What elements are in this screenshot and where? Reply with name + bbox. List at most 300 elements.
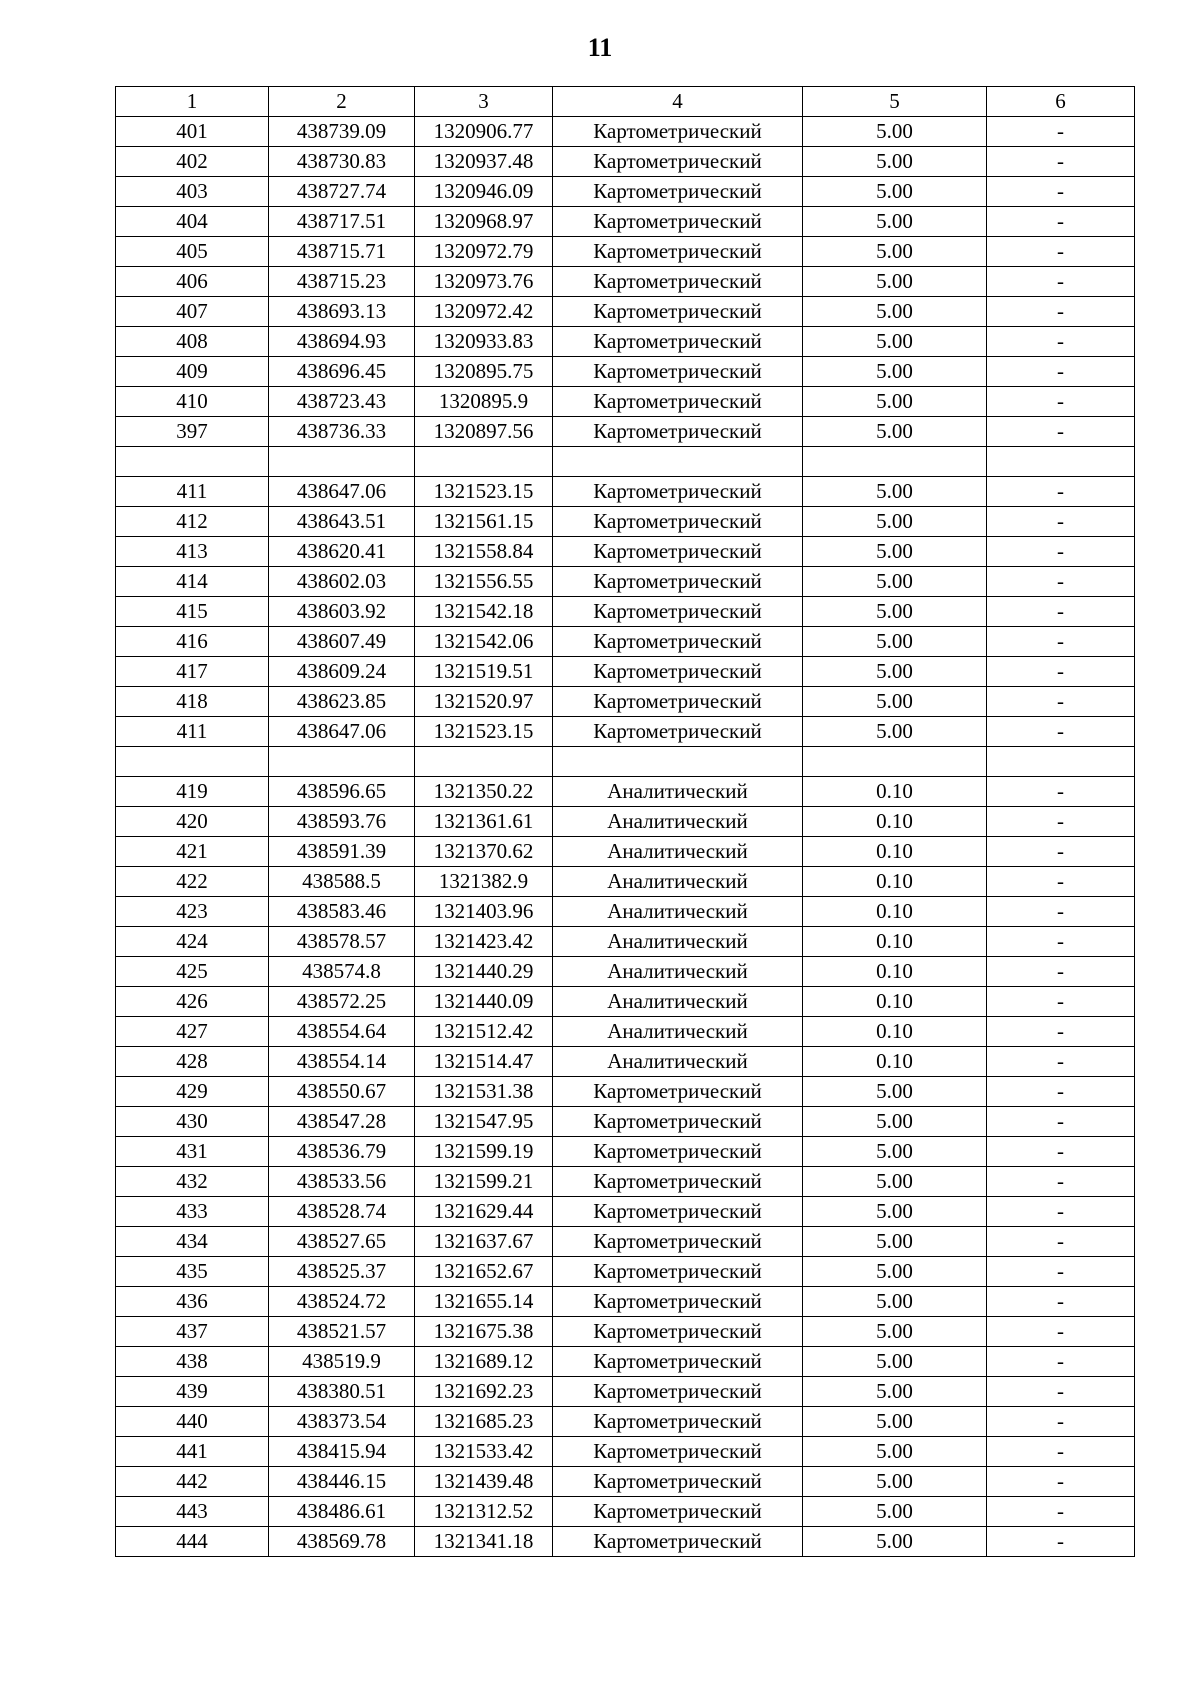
description-cell: - — [987, 567, 1135, 597]
table-row — [116, 237, 1135, 267]
point-number-cell: 440 — [116, 1407, 269, 1437]
accuracy-cell: 5.00 — [803, 1077, 987, 1107]
x-coordinate-cell: 438694.93 — [269, 327, 415, 357]
y-coordinate-cell: 1320933.83 — [415, 327, 553, 357]
x-coordinate-cell — [269, 747, 415, 777]
accuracy-cell: 5.00 — [803, 1497, 987, 1527]
point-number-cell: 431 — [116, 1137, 269, 1167]
point-number-cell: 438 — [116, 1347, 269, 1377]
column-header: 2 — [269, 87, 415, 117]
accuracy-cell: 0.10 — [803, 867, 987, 897]
description-cell: - — [987, 807, 1135, 837]
point-number-cell: 405 — [116, 237, 269, 267]
description-cell: - — [987, 1317, 1135, 1347]
method-cell: Аналитический — [553, 837, 803, 867]
y-coordinate-cell: 1321514.47 — [415, 1047, 553, 1077]
y-coordinate-cell: 1321523.15 — [415, 477, 553, 507]
table-row — [116, 537, 1135, 567]
x-coordinate-cell: 438739.09 — [269, 117, 415, 147]
table-row — [116, 1317, 1135, 1347]
description-cell: - — [987, 477, 1135, 507]
table-row — [116, 867, 1135, 897]
accuracy-cell: 5.00 — [803, 1107, 987, 1137]
accuracy-cell: 5.00 — [803, 327, 987, 357]
description-cell: - — [987, 417, 1135, 447]
description-cell: - — [987, 1197, 1135, 1227]
point-number-cell: 426 — [116, 987, 269, 1017]
x-coordinate-cell: 438578.57 — [269, 927, 415, 957]
description-cell: - — [987, 1227, 1135, 1257]
point-number-cell: 411 — [116, 717, 269, 747]
table-row — [116, 1407, 1135, 1437]
y-coordinate-cell: 1321440.29 — [415, 957, 553, 987]
method-cell: Картометрический — [553, 357, 803, 387]
y-coordinate-cell: 1321675.38 — [415, 1317, 553, 1347]
y-coordinate-cell: 1321519.51 — [415, 657, 553, 687]
x-coordinate-cell: 438647.06 — [269, 477, 415, 507]
accuracy-cell: 5.00 — [803, 297, 987, 327]
point-number-cell: 402 — [116, 147, 269, 177]
point-number-cell: 412 — [116, 507, 269, 537]
point-number-cell: 416 — [116, 627, 269, 657]
method-cell: Картометрический — [553, 1257, 803, 1287]
point-number-cell: 443 — [116, 1497, 269, 1527]
description-cell: - — [987, 1377, 1135, 1407]
table-row — [116, 327, 1135, 357]
y-coordinate-cell: 1320906.77 — [415, 117, 553, 147]
point-number-cell: 414 — [116, 567, 269, 597]
x-coordinate-cell: 438609.24 — [269, 657, 415, 687]
x-coordinate-cell: 438730.83 — [269, 147, 415, 177]
y-coordinate-cell: 1321533.42 — [415, 1437, 553, 1467]
description-cell: - — [987, 1527, 1135, 1557]
y-coordinate-cell: 1321547.95 — [415, 1107, 553, 1137]
table-row — [116, 1167, 1135, 1197]
description-cell: - — [987, 1467, 1135, 1497]
table-row — [116, 1377, 1135, 1407]
accuracy-cell: 5.00 — [803, 1197, 987, 1227]
point-number-cell: 411 — [116, 477, 269, 507]
accuracy-cell: 5.00 — [803, 627, 987, 657]
table-row — [116, 837, 1135, 867]
method-cell: Картометрический — [553, 117, 803, 147]
table-row — [116, 1077, 1135, 1107]
table-row — [116, 567, 1135, 597]
x-coordinate-cell: 438623.85 — [269, 687, 415, 717]
point-number-cell: 441 — [116, 1437, 269, 1467]
table-row — [116, 807, 1135, 837]
accuracy-cell: 5.00 — [803, 1467, 987, 1497]
description-cell: - — [987, 897, 1135, 927]
x-coordinate-cell: 438572.25 — [269, 987, 415, 1017]
table-row — [116, 117, 1135, 147]
y-coordinate-cell: 1320968.97 — [415, 207, 553, 237]
table-row — [116, 1227, 1135, 1257]
point-number-cell: 403 — [116, 177, 269, 207]
description-cell: - — [987, 147, 1135, 177]
x-coordinate-cell: 438602.03 — [269, 567, 415, 597]
point-number-cell: 415 — [116, 597, 269, 627]
description-cell: - — [987, 507, 1135, 537]
table-row — [116, 1137, 1135, 1167]
accuracy-cell: 5.00 — [803, 1527, 987, 1557]
method-cell: Картометрический — [553, 657, 803, 687]
method-cell: Картометрический — [553, 267, 803, 297]
x-coordinate-cell: 438415.94 — [269, 1437, 415, 1467]
method-cell: Картометрический — [553, 477, 803, 507]
table-row — [116, 1107, 1135, 1137]
point-number-cell — [116, 447, 269, 477]
accuracy-cell: 5.00 — [803, 657, 987, 687]
x-coordinate-cell: 438554.64 — [269, 1017, 415, 1047]
method-cell: Картометрический — [553, 1077, 803, 1107]
accuracy-cell: 5.00 — [803, 1437, 987, 1467]
y-coordinate-cell: 1321361.61 — [415, 807, 553, 837]
y-coordinate-cell: 1321542.06 — [415, 627, 553, 657]
point-number-cell: 410 — [116, 387, 269, 417]
description-cell: - — [987, 537, 1135, 567]
description-cell — [987, 747, 1135, 777]
y-coordinate-cell — [415, 447, 553, 477]
accuracy-cell: 0.10 — [803, 957, 987, 987]
page-number: 11 — [587, 33, 613, 62]
table-body — [116, 87, 1135, 1557]
method-cell: Картометрический — [553, 1437, 803, 1467]
method-cell: Картометрический — [553, 417, 803, 447]
method-cell: Картометрический — [553, 1137, 803, 1167]
y-coordinate-cell: 1320937.48 — [415, 147, 553, 177]
description-cell: - — [987, 687, 1135, 717]
x-coordinate-cell: 438550.67 — [269, 1077, 415, 1107]
method-cell: Аналитический — [553, 927, 803, 957]
y-coordinate-cell: 1321542.18 — [415, 597, 553, 627]
accuracy-cell: 5.00 — [803, 507, 987, 537]
method-cell: Аналитический — [553, 807, 803, 837]
column-header: 3 — [415, 87, 553, 117]
accuracy-cell: 5.00 — [803, 687, 987, 717]
table-row — [116, 417, 1135, 447]
x-coordinate-cell: 438519.9 — [269, 1347, 415, 1377]
y-coordinate-cell: 1321512.42 — [415, 1017, 553, 1047]
y-coordinate-cell: 1320946.09 — [415, 177, 553, 207]
method-cell: Аналитический — [553, 1017, 803, 1047]
accuracy-cell — [803, 747, 987, 777]
accuracy-cell: 5.00 — [803, 1167, 987, 1197]
method-cell: Картометрический — [553, 1287, 803, 1317]
method-cell: Картометрический — [553, 1227, 803, 1257]
y-coordinate-cell: 1321556.55 — [415, 567, 553, 597]
description-cell: - — [987, 657, 1135, 687]
x-coordinate-cell: 438486.61 — [269, 1497, 415, 1527]
table-row — [116, 1437, 1135, 1467]
column-header: 6 — [987, 87, 1135, 117]
method-cell: Картометрический — [553, 717, 803, 747]
x-coordinate-cell: 438524.72 — [269, 1287, 415, 1317]
y-coordinate-cell: 1321350.22 — [415, 777, 553, 807]
method-cell: Аналитический — [553, 987, 803, 1017]
point-number-cell: 427 — [116, 1017, 269, 1047]
description-cell: - — [987, 297, 1135, 327]
point-number-cell: 423 — [116, 897, 269, 927]
table-row — [116, 207, 1135, 237]
point-number-cell: 442 — [116, 1467, 269, 1497]
table-row — [116, 897, 1135, 927]
method-cell: Аналитический — [553, 957, 803, 987]
column-header: 5 — [803, 87, 987, 117]
description-cell: - — [987, 1257, 1135, 1287]
description-cell: - — [987, 957, 1135, 987]
x-coordinate-cell: 438547.28 — [269, 1107, 415, 1137]
method-cell: Картометрический — [553, 537, 803, 567]
table-row — [116, 777, 1135, 807]
accuracy-cell: 0.10 — [803, 837, 987, 867]
x-coordinate-cell: 438533.56 — [269, 1167, 415, 1197]
method-cell: Аналитический — [553, 867, 803, 897]
method-cell: Аналитический — [553, 897, 803, 927]
x-coordinate-cell: 438715.23 — [269, 267, 415, 297]
point-number-cell: 424 — [116, 927, 269, 957]
accuracy-cell: 5.00 — [803, 717, 987, 747]
point-number-cell: 404 — [116, 207, 269, 237]
x-coordinate-cell: 438715.71 — [269, 237, 415, 267]
table-row — [116, 1017, 1135, 1047]
method-cell: Картометрический — [553, 147, 803, 177]
table-row — [116, 507, 1135, 537]
table-row — [116, 1047, 1135, 1077]
description-cell: - — [987, 717, 1135, 747]
y-coordinate-cell: 1321520.97 — [415, 687, 553, 717]
method-cell: Картометрический — [553, 1497, 803, 1527]
description-cell: - — [987, 867, 1135, 897]
column-header: 1 — [116, 87, 269, 117]
point-number-cell: 406 — [116, 267, 269, 297]
point-number-cell: 429 — [116, 1077, 269, 1107]
table-row — [116, 957, 1135, 987]
method-cell: Картометрический — [553, 567, 803, 597]
method-cell: Картометрический — [553, 687, 803, 717]
y-coordinate-cell: 1321599.21 — [415, 1167, 553, 1197]
x-coordinate-cell: 438446.15 — [269, 1467, 415, 1497]
table-row — [116, 447, 1135, 477]
method-cell: Картометрический — [553, 1467, 803, 1497]
table-row — [116, 147, 1135, 177]
accuracy-cell: 0.10 — [803, 1017, 987, 1047]
table-row — [116, 177, 1135, 207]
point-number-cell: 413 — [116, 537, 269, 567]
method-cell: Аналитический — [553, 1047, 803, 1077]
x-coordinate-cell: 438643.51 — [269, 507, 415, 537]
table-row — [116, 627, 1135, 657]
accuracy-cell: 5.00 — [803, 357, 987, 387]
y-coordinate-cell: 1321558.84 — [415, 537, 553, 567]
accuracy-cell: 5.00 — [803, 567, 987, 597]
method-cell: Картометрический — [553, 1167, 803, 1197]
accuracy-cell: 0.10 — [803, 807, 987, 837]
point-number-cell: 419 — [116, 777, 269, 807]
point-number-cell: 436 — [116, 1287, 269, 1317]
accuracy-cell: 0.10 — [803, 987, 987, 1017]
table-row — [116, 387, 1135, 417]
description-cell: - — [987, 117, 1135, 147]
y-coordinate-cell: 1321423.42 — [415, 927, 553, 957]
point-number-cell: 439 — [116, 1377, 269, 1407]
column-header: 4 — [553, 87, 803, 117]
description-cell: - — [987, 327, 1135, 357]
accuracy-cell: 0.10 — [803, 777, 987, 807]
x-coordinate-cell: 438593.76 — [269, 807, 415, 837]
y-coordinate-cell: 1321655.14 — [415, 1287, 553, 1317]
point-number-cell: 425 — [116, 957, 269, 987]
description-cell: - — [987, 1167, 1135, 1197]
point-number-cell: 418 — [116, 687, 269, 717]
y-coordinate-cell: 1320897.56 — [415, 417, 553, 447]
coordinates-table — [115, 86, 1135, 1557]
x-coordinate-cell: 438569.78 — [269, 1527, 415, 1557]
accuracy-cell: 0.10 — [803, 897, 987, 927]
point-number-cell: 421 — [116, 837, 269, 867]
point-number-cell: 401 — [116, 117, 269, 147]
x-coordinate-cell: 438696.45 — [269, 357, 415, 387]
point-number-cell: 397 — [116, 417, 269, 447]
point-number-cell: 433 — [116, 1197, 269, 1227]
x-coordinate-cell: 438607.49 — [269, 627, 415, 657]
method-cell: Картометрический — [553, 1347, 803, 1377]
x-coordinate-cell: 438527.65 — [269, 1227, 415, 1257]
method-cell: Картометрический — [553, 1317, 803, 1347]
description-cell: - — [987, 927, 1135, 957]
table-row — [116, 717, 1135, 747]
y-coordinate-cell — [415, 747, 553, 777]
description-cell: - — [987, 177, 1135, 207]
x-coordinate-cell: 438693.13 — [269, 297, 415, 327]
table-row — [116, 1197, 1135, 1227]
y-coordinate-cell: 1321692.23 — [415, 1377, 553, 1407]
table-header-row — [116, 87, 1135, 117]
point-number-cell: 435 — [116, 1257, 269, 1287]
x-coordinate-cell: 438596.65 — [269, 777, 415, 807]
method-cell: Картометрический — [553, 1107, 803, 1137]
y-coordinate-cell: 1321689.12 — [415, 1347, 553, 1377]
accuracy-cell: 5.00 — [803, 1287, 987, 1317]
y-coordinate-cell: 1321531.38 — [415, 1077, 553, 1107]
point-number-cell: 430 — [116, 1107, 269, 1137]
table-row — [116, 477, 1135, 507]
accuracy-cell: 5.00 — [803, 207, 987, 237]
accuracy-cell: 5.00 — [803, 1377, 987, 1407]
description-cell — [987, 447, 1135, 477]
method-cell: Картометрический — [553, 327, 803, 357]
description-cell: - — [987, 207, 1135, 237]
point-number-cell: 422 — [116, 867, 269, 897]
y-coordinate-cell: 1320972.79 — [415, 237, 553, 267]
y-coordinate-cell: 1321637.67 — [415, 1227, 553, 1257]
y-coordinate-cell: 1320973.76 — [415, 267, 553, 297]
table-row — [116, 747, 1135, 777]
x-coordinate-cell: 438521.57 — [269, 1317, 415, 1347]
accuracy-cell: 5.00 — [803, 1317, 987, 1347]
y-coordinate-cell: 1321341.18 — [415, 1527, 553, 1557]
y-coordinate-cell: 1321599.19 — [415, 1137, 553, 1167]
method-cell — [553, 747, 803, 777]
y-coordinate-cell: 1321440.09 — [415, 987, 553, 1017]
point-number-cell: 434 — [116, 1227, 269, 1257]
accuracy-cell: 5.00 — [803, 1407, 987, 1437]
x-coordinate-cell: 438536.79 — [269, 1137, 415, 1167]
point-number-cell: 428 — [116, 1047, 269, 1077]
point-number-cell: 417 — [116, 657, 269, 687]
table-row — [116, 987, 1135, 1017]
description-cell: - — [987, 1107, 1135, 1137]
table-row — [116, 1527, 1135, 1557]
point-number-cell: 409 — [116, 357, 269, 387]
method-cell: Картометрический — [553, 627, 803, 657]
table-row — [116, 1287, 1135, 1317]
method-cell: Аналитический — [553, 777, 803, 807]
y-coordinate-cell: 1320895.75 — [415, 357, 553, 387]
y-coordinate-cell: 1320895.9 — [415, 387, 553, 417]
description-cell: - — [987, 357, 1135, 387]
x-coordinate-cell: 438380.51 — [269, 1377, 415, 1407]
accuracy-cell: 5.00 — [803, 117, 987, 147]
table-row — [116, 597, 1135, 627]
point-number-cell: 408 — [116, 327, 269, 357]
accuracy-cell: 5.00 — [803, 1227, 987, 1257]
x-coordinate-cell: 438583.46 — [269, 897, 415, 927]
x-coordinate-cell: 438603.92 — [269, 597, 415, 627]
table-row — [116, 927, 1135, 957]
description-cell: - — [987, 237, 1135, 267]
description-cell: - — [987, 1407, 1135, 1437]
table-row — [116, 297, 1135, 327]
table-row — [116, 657, 1135, 687]
description-cell: - — [987, 627, 1135, 657]
accuracy-cell: 0.10 — [803, 1047, 987, 1077]
point-number-cell: 407 — [116, 297, 269, 327]
description-cell: - — [987, 1437, 1135, 1467]
x-coordinate-cell: 438554.14 — [269, 1047, 415, 1077]
x-coordinate-cell: 438588.5 — [269, 867, 415, 897]
table-row — [116, 357, 1135, 387]
accuracy-cell — [803, 447, 987, 477]
table-row — [116, 687, 1135, 717]
description-cell: - — [987, 597, 1135, 627]
method-cell: Картометрический — [553, 597, 803, 627]
y-coordinate-cell: 1321629.44 — [415, 1197, 553, 1227]
description-cell: - — [987, 1347, 1135, 1377]
method-cell: Картометрический — [553, 1527, 803, 1557]
accuracy-cell: 5.00 — [803, 537, 987, 567]
y-coordinate-cell: 1321370.62 — [415, 837, 553, 867]
accuracy-cell: 0.10 — [803, 927, 987, 957]
description-cell: - — [987, 777, 1135, 807]
y-coordinate-cell: 1321403.96 — [415, 897, 553, 927]
method-cell: Картометрический — [553, 237, 803, 267]
table-row — [116, 267, 1135, 297]
y-coordinate-cell: 1321382.9 — [415, 867, 553, 897]
x-coordinate-cell: 438574.8 — [269, 957, 415, 987]
y-coordinate-cell: 1321652.67 — [415, 1257, 553, 1287]
point-number-cell: 437 — [116, 1317, 269, 1347]
x-coordinate-cell: 438620.41 — [269, 537, 415, 567]
point-number-cell: 432 — [116, 1167, 269, 1197]
accuracy-cell: 5.00 — [803, 237, 987, 267]
accuracy-cell: 5.00 — [803, 147, 987, 177]
accuracy-cell: 5.00 — [803, 1257, 987, 1287]
description-cell: - — [987, 1017, 1135, 1047]
y-coordinate-cell: 1321685.23 — [415, 1407, 553, 1437]
x-coordinate-cell: 438727.74 — [269, 177, 415, 207]
point-number-cell: 444 — [116, 1527, 269, 1557]
